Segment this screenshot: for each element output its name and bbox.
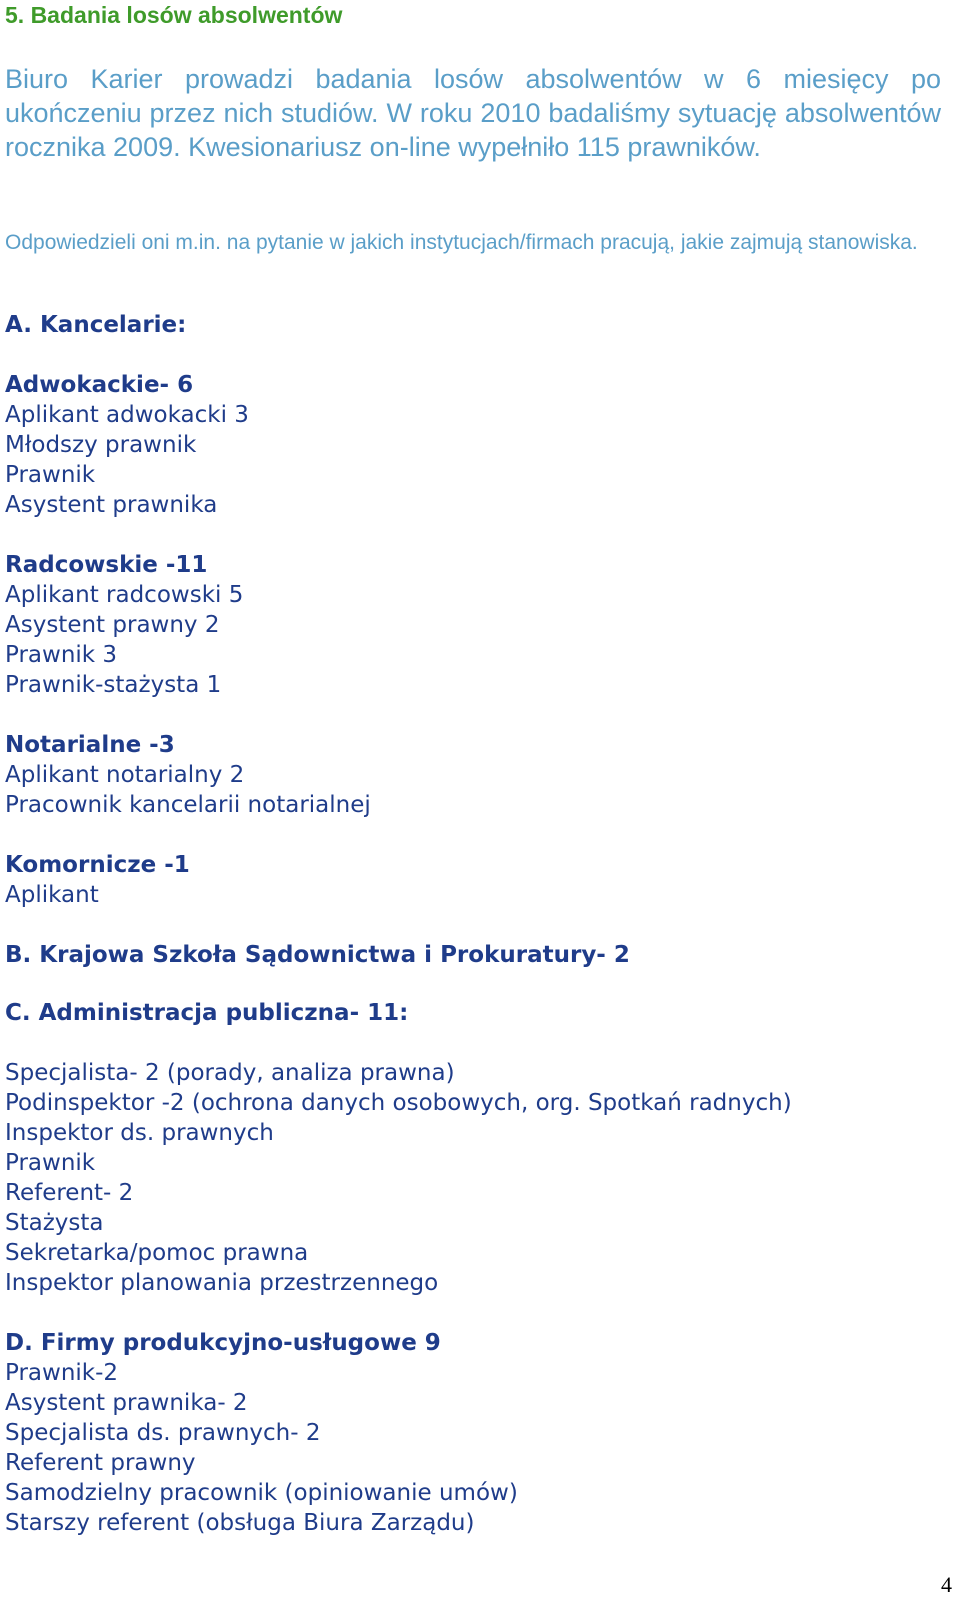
list-item: Inspektor ds. prawnych — [5, 1120, 274, 1146]
results-list — [5, 310, 955, 1538]
list-item: Aplikant adwokacki 3 — [5, 402, 249, 428]
list-item: Referent prawny — [5, 1450, 196, 1476]
list-item: Prawnik — [5, 462, 96, 488]
list-item: Asystent prawnika — [5, 492, 218, 518]
list-item: Sekretarka/pomoc prawna — [5, 1240, 309, 1266]
list-item: Asystent prawny 2 — [5, 612, 220, 638]
section-c-heading: C. Administracja publiczna- 11: — [5, 1000, 409, 1026]
question-paragraph: Odpowiedzieli oni m.in. na pytanie w jakich instytucjach/firmach pracują, jakie zajmują stanowiska. — [5, 231, 918, 254]
page-number: 4 — [941, 1572, 952, 1597]
section-d-heading: D. Firmy produkcyjno-usługowe 9 — [5, 1330, 441, 1356]
list-item: Asystent prawnika- 2 — [5, 1390, 248, 1416]
section-b-heading: B. Krajowa Szkoła Sądownictwa i Prokuratury- 2 — [5, 942, 630, 968]
list-item: Młodszy prawnik — [5, 432, 197, 458]
section-a-heading: A. Kancelarie: — [5, 312, 187, 338]
section-title: 5. Badania losów absolwentów — [5, 2, 343, 28]
list-item: Prawnik — [5, 1150, 96, 1176]
list-item: Stażysta — [5, 1210, 104, 1236]
list-item: Aplikant notarialny 2 — [5, 762, 245, 788]
adwokackie-heading: Adwokackie- 6 — [5, 372, 194, 398]
notarialne-heading: Notarialne -3 — [5, 732, 175, 758]
list-item: Pracownik kancelarii notarialnej — [5, 792, 371, 818]
list-item: Prawnik-stażysta 1 — [5, 672, 222, 698]
list-item: Samodzielny pracownik (opiniowanie umów) — [5, 1480, 518, 1506]
komornicze-heading: Komornicze -1 — [5, 852, 190, 878]
list-item: Starszy referent (obsługa Biura Zarządu) — [5, 1510, 475, 1536]
list-item: Referent- 2 — [5, 1180, 134, 1206]
list-item: Specjalista- 2 (porady, analiza prawna) — [5, 1060, 455, 1086]
list-item: Prawnik 3 — [5, 642, 118, 668]
radcowskie-heading: Radcowskie -11 — [5, 552, 208, 578]
list-item: Inspektor planowania przestrzennego — [5, 1270, 439, 1296]
list-item: Aplikant radcowski 5 — [5, 582, 244, 608]
list-item: Specjalista ds. prawnych- 2 — [5, 1420, 321, 1446]
list-item: Podinspektor -2 (ochrona danych osobowych, org. Spotkań radnych) — [5, 1090, 792, 1116]
intro-paragraph: Biuro Karier prowadzi badania losów absolwentów w 6 miesięcy po ukończeniu przez nich studiów. W roku 2010 badaliśmy sytuację absolwentów rocznika 2009. Kwesionariusz on-line wypełniło 115 prawników. — [5, 64, 941, 162]
list-item: Aplikant — [5, 882, 99, 908]
list-item: Prawnik-2 — [5, 1360, 119, 1386]
